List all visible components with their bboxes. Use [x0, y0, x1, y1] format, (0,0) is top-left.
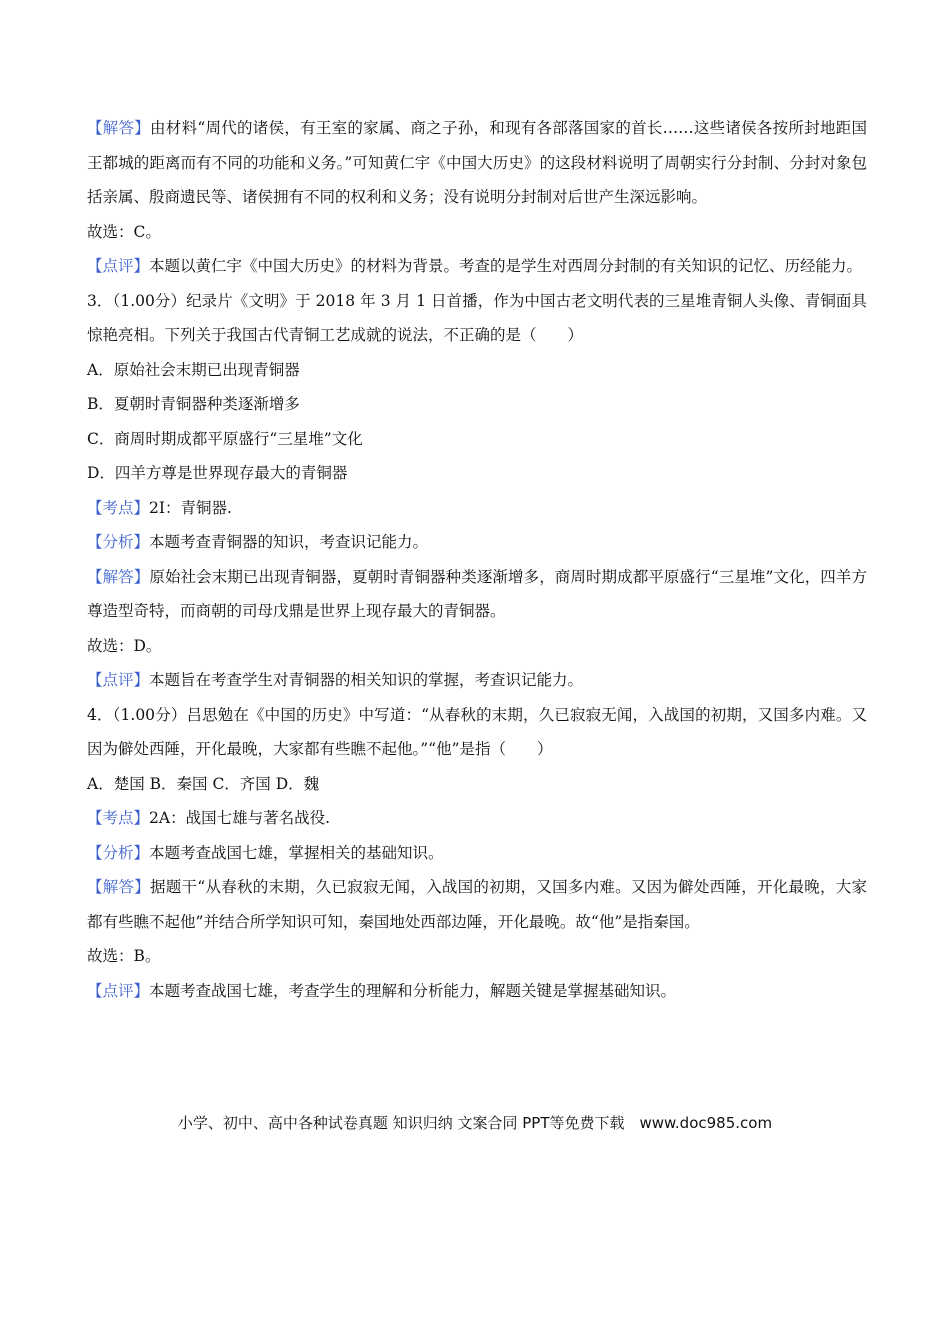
- point-tag: 【考点】: [87, 809, 150, 827]
- q3-analysis-text: 本题考查青铜器的知识，考查识记能力。: [149, 533, 429, 551]
- q4-options: A．楚国 B．秦国 C．齐国 D．魏: [87, 774, 320, 793]
- q3-comment: [87, 663, 867, 698]
- q2-answer: [87, 111, 867, 215]
- comment-tag: 【点评】: [87, 981, 150, 1000]
- q4-answer-text: 据题干“从春秋的末期，久已寂寂无闻，入战国的初期，又国多内难。又因为僻处西陲，开化最晚，大家都有些瞧不起他”并结合所学知识可知，秦国地处西部边陲，开化最晚。故“他”是指秦国。: [87, 878, 867, 931]
- q3-option-d: D．四羊方尊是世界现存最大的青铜器: [87, 464, 348, 482]
- comment-tag: 【点评】: [87, 257, 150, 275]
- q4-comment: [87, 974, 867, 1009]
- q4-analysis-text: 本题考查战国七雄，掌握相关的基础知识。: [149, 843, 444, 862]
- analysis-tag: 【分析】: [87, 533, 150, 551]
- point-tag: 【考点】: [87, 498, 150, 517]
- answer-tag: 【解答】: [87, 878, 151, 896]
- q3-answer-text: 原始社会末期已出现青铜器，夏朝时青铜器种类逐渐增多，商周时期成都平原盛行“三星堆”文化，四羊方尊造型奇特，而商朝的司母戊鼎是世界上现存最大的青铜器。: [87, 567, 867, 620]
- q3-answer: [87, 560, 867, 629]
- q3-option-c: C．商周时期成都平原盛行“三星堆”文化: [87, 429, 363, 448]
- q3-point: [87, 491, 867, 526]
- q3-option-a: A．原始社会末期已出现青铜器: [87, 360, 300, 379]
- answer-tag: 【解答】: [87, 119, 151, 137]
- q3-analysis: [87, 525, 867, 560]
- analysis-tag: 【分析】: [87, 843, 150, 862]
- comment-tag: 【点评】: [87, 671, 150, 689]
- q4-choice: 故选：B。: [87, 947, 161, 965]
- q4-stem: 4．（1.00分）吕思勉在《中国的历史》中写道：“从春秋的末期，久已寂寂无闻，入战国的初期，又国多内难。又因为僻处西陲，开化最晚，大家都有些瞧不起他。”“他”是指（ ）: [87, 705, 867, 758]
- q4-point: [87, 801, 867, 836]
- q2-answer-text: 由材料“周代的诸侯，有王室的家属、商之子孙，和现有各部落国家的首长……这些诸侯各按所封地距国王都城的距离而有不同的功能和义务。”可知黄仁宇《中国大历史》的这段材料说明了周朝实行分封制、分封对象包括亲属、殷商遗民等、诸侯拥有不同的权利和义务；没有说明分封制对后世产生深远影响。: [87, 119, 867, 206]
- q2-choice: 故选：C。: [87, 222, 161, 241]
- q2-comment: [87, 249, 867, 284]
- page-footer: 小学、初中、高中各种试卷真题 知识归纳 文案合同 PPT等免费下载 www.doc985.com: [177, 1114, 773, 1132]
- q4-comment-text: 本题考查战国七雄，考查学生的理解和分析能力，解题关键是掌握基础知识。: [149, 981, 677, 1000]
- q2-comment-text: 本题以黄仁宇《中国大历史》的材料为背景。考查的是学生对西周分封制的有关知识的记忆、历经能力。: [149, 257, 863, 275]
- q3-comment-text: 本题旨在考查学生对青铜器的相关知识的掌握，考查识记能力。: [149, 671, 584, 689]
- q3-choice: 故选：D。: [87, 636, 162, 655]
- q3-stem: 3．（1.00分）纪录片《文明》于 2018 年 3 月 1 日首播，作为中国古老文明代表的三星堆青铜人头像、青铜面具惊艳亮相。下列关于我国古代青铜工艺成就的说法，不正确的是（ ）: [87, 291, 867, 344]
- document-body: [87, 111, 867, 1008]
- q4-analysis: [87, 836, 867, 871]
- q3-option-b: B．夏朝时青铜器种类逐渐增多: [87, 395, 300, 413]
- q3-point-text: 2I：青铜器.: [149, 498, 232, 517]
- q4-point-text: 2A：战国七雄与著名战役.: [149, 809, 330, 827]
- answer-tag: 【解答】: [87, 567, 150, 586]
- q4-answer: [87, 870, 867, 939]
